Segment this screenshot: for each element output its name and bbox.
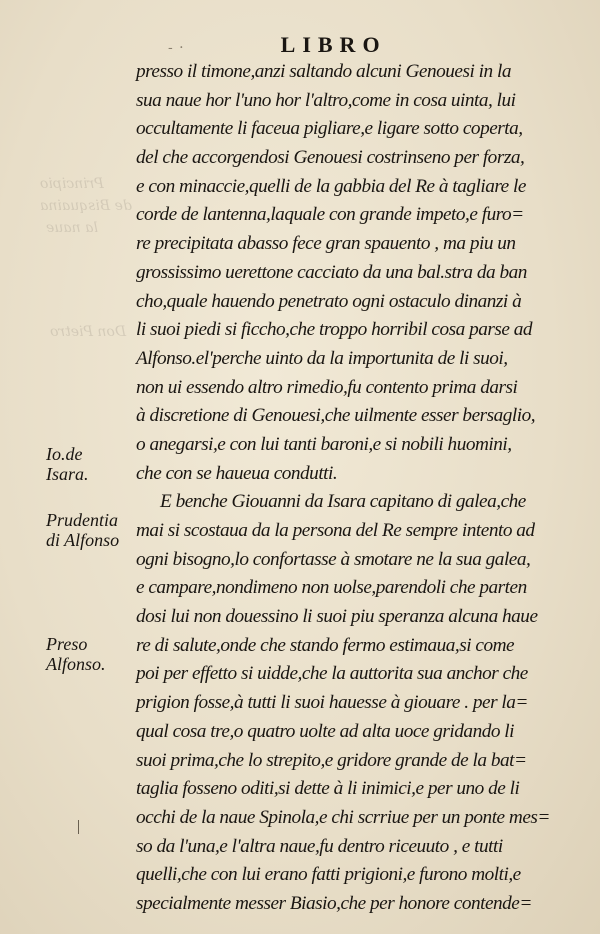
margin-note-line: di Alfonso — [46, 530, 120, 550]
text-line: presso il timone,anzi saltando alcuni Genouesi in la — [136, 61, 511, 82]
text-line: sua naue hor l'uno hor l'altro,come in cosa uinta, lui — [136, 89, 516, 111]
margin-note-prudentia — [46, 510, 142, 550]
text-line: re di salute,onde che stando fermo estimaua,si come — [136, 634, 515, 656]
text-line: occhi de la naue Spinola,e chi scrriue per un ponte mes= — [136, 806, 550, 828]
text-line: poi per effetto si uidde,che la auttorita sua anchor che — [136, 663, 528, 685]
text-line: corde de lantenna,laquale con grande impeto,e furo= — [136, 204, 524, 226]
text-line: dosi lui non douessino li suoi piu speranza alcuna haue — [136, 606, 538, 628]
show-through-text: Principio — [40, 176, 104, 192]
text-line: suoi prima,che lo strepito,e gridore grande de la bat= — [136, 749, 527, 771]
text-line: del che accorgendosi Genouesi costrinseno per forza, — [136, 147, 525, 169]
text-line: à discretione di Genouesi,che uilmente esser bersaglio, — [136, 405, 536, 427]
margin-note-line: Io.de — [46, 444, 83, 464]
text-line: e con minaccie,quelli de la gabbia del Re à tagliare le — [136, 175, 526, 197]
margin-note-line: Prudentia — [46, 510, 118, 530]
show-through-text: Don Pietro — [50, 324, 127, 340]
text-line: specialmente messer Biasio,che per honore contende= — [136, 892, 532, 914]
text-line: E benche Giouanni da Isara capitano di galea,che — [160, 491, 526, 513]
text-line: ogni bisogno,lo confortasse à smotare ne la sua galea, — [136, 548, 531, 570]
text-line: qual cosa tre,o quatro uolte ad alta uoce gridando li — [136, 720, 515, 742]
text-line: li suoi piedi si ficcho,che troppo horribil cosa parse ad — [136, 319, 533, 341]
margin-note-line: Preso — [46, 634, 88, 654]
body-text — [136, 58, 566, 919]
running-title: LIBRO — [280, 32, 387, 57]
show-through-text: la naue — [46, 220, 98, 236]
text-line: prigion fosse,à tutti li suoi hauesse à giouare . per la= — [136, 692, 528, 714]
text-line: e campare,nondimeno non uolse,parendoli che parten — [136, 577, 527, 599]
margin-note-preso — [46, 634, 142, 674]
text-line: non ui essendo altro rimedio,fu contento prima darsi — [136, 376, 518, 398]
ink-mark — [78, 820, 79, 834]
text-line: o anegarsi,e con lui tanti baroni,e si nobili huomini, — [136, 433, 512, 455]
text-line: cho,quale hauendo penetrato ogni ostaculo dinanzi à — [136, 290, 522, 312]
text-line: quelli,che con lui erano fatti prigioni,e furono molti,e — [136, 864, 521, 886]
text-line: che con se haueua condutti. — [136, 462, 338, 484]
text-line: taglia fosseno oditi,si dette à li inimici,e per uno de li — [136, 778, 520, 800]
show-through-text: de Bisquaina — [40, 198, 132, 214]
margin-note-isara — [46, 444, 142, 484]
text-line: mai si scostaua da la persona del Re sempre intento ad — [136, 520, 535, 541]
text-line: occultamente li faceua pigliare,e ligare sotto coperta, — [136, 118, 523, 140]
folio-mark: - · — [168, 40, 185, 56]
margin-note-line: Isara. — [46, 464, 89, 484]
text-line: so da l'una,e l'altra naue,fu dentro riceuuto , e tutti — [136, 835, 503, 857]
page-header — [168, 32, 468, 58]
text-line: re precipitata abasso fece gran spauento , ma piu un — [136, 233, 516, 255]
text-line: Alfonso.el'perche uinto da la importunita de li suoi, — [136, 347, 508, 369]
margin-note-line: Alfonso. — [46, 654, 106, 674]
text-line: grossissimo uerettone cacciato da una bal.stra da ban — [136, 261, 527, 283]
